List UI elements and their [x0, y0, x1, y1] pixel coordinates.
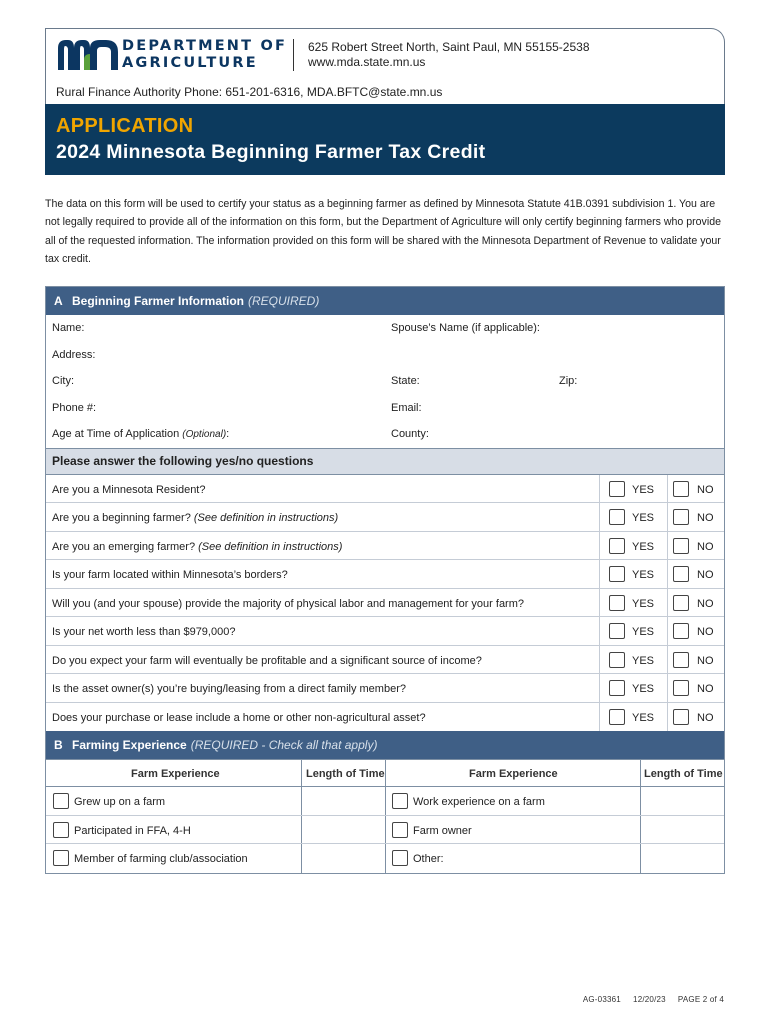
experience-row [46, 787, 724, 816]
no-label: NO [697, 626, 714, 638]
no-label: NO [697, 597, 714, 610]
address-field[interactable]: Address: [52, 348, 96, 361]
question-row [46, 532, 724, 561]
experience-checkbox[interactable] [392, 850, 408, 866]
yes-label: YES [632, 483, 655, 496]
col-farm-experience-left: Farm Experience [131, 768, 220, 780]
question-row [46, 703, 724, 732]
title-banner [45, 104, 725, 175]
grid-line [599, 560, 600, 588]
no-label: NO [697, 711, 714, 724]
yes-checkbox[interactable] [609, 680, 625, 696]
grid-line [640, 844, 641, 873]
grid-line [640, 760, 641, 786]
no-checkbox[interactable] [673, 595, 689, 611]
question-row [46, 560, 724, 589]
yes-label: YES [632, 512, 655, 524]
address-line: 625 Robert Street North, Saint Paul, MN 55155-2538 [308, 40, 590, 54]
grid-line [301, 844, 302, 873]
phone-row [46, 395, 724, 422]
grid-line [667, 503, 668, 531]
email-field[interactable]: Email: [391, 401, 422, 414]
yes-label: YES [632, 683, 655, 695]
questions-header: Please answer the following yes/no questions [46, 448, 724, 475]
question-label: Does your purchase or lease include a home or other non-agricultural asset? [52, 711, 426, 724]
form-date: 12/20/23 [633, 995, 666, 1004]
grid-line [385, 787, 386, 815]
grid-line [301, 816, 302, 844]
intro-paragraph: The data on this form will be used to certify your status as a beginning farmer as defined by Minnesota Statute 41B.0391 subdivision 1. You are not legally required to provide all of the information on this form, but the Department of Agriculture will only certify beginning farmers who provide all of the requested information. The information provided on this form will be shared with the Minnesota Department of Revenue to validate your tax credit. [45, 198, 721, 266]
section-letter: A [54, 294, 63, 308]
grid-line [667, 674, 668, 702]
experience-checkbox[interactable] [392, 822, 408, 838]
yes-checkbox[interactable] [609, 623, 625, 639]
no-checkbox[interactable] [673, 481, 689, 497]
question-row [46, 674, 724, 703]
col-length-left: Length of Time [306, 768, 385, 780]
phone-field[interactable]: Phone #: [52, 401, 97, 414]
question-row [46, 475, 724, 504]
name-row [46, 315, 724, 342]
no-label: NO [697, 569, 714, 581]
section-letter: B [54, 738, 63, 752]
age-field[interactable] [52, 428, 229, 440]
yes-label: YES [632, 540, 655, 553]
experience-checkbox[interactable] [53, 822, 69, 838]
question-label: Is your farm located within Minnesota’s borders? [52, 569, 288, 581]
experience-rows [46, 787, 724, 873]
yes-checkbox[interactable] [609, 595, 625, 611]
grid-line [599, 532, 600, 560]
question-label: Are you an emerging farmer? [52, 540, 199, 553]
question-label: Are you a beginning farmer? [52, 512, 194, 524]
question-row [46, 617, 724, 646]
yes-checkbox[interactable] [609, 652, 625, 668]
experience-grid [46, 759, 724, 873]
mn-logo [56, 37, 120, 73]
question-text [52, 512, 338, 524]
question-note: (See definition in instructions) [193, 512, 339, 524]
section-required: (REQUIRED) [248, 294, 320, 308]
yes-checkbox[interactable] [609, 509, 625, 525]
grid-line [385, 816, 386, 844]
page-title: 2024 Minnesota Beginning Farmer Tax Credit [56, 141, 486, 163]
question-row [46, 503, 724, 532]
grid-line [599, 589, 600, 617]
col-farm-experience-right: Farm Experience [469, 768, 558, 780]
col-length-right: Length of Time [644, 768, 723, 780]
grid-line [667, 703, 668, 732]
yes-label: YES [632, 597, 655, 610]
question-label: Is the asset owner(s) you’re buying/leasing from a direct family member? [52, 683, 406, 695]
experience-checkbox[interactable] [392, 793, 408, 809]
question-row [46, 589, 724, 618]
yes-label: YES [632, 626, 655, 638]
no-checkbox[interactable] [673, 566, 689, 582]
yes-checkbox[interactable] [609, 481, 625, 497]
no-label: NO [697, 540, 714, 553]
experience-row [46, 816, 724, 845]
experience-label: Other: [413, 853, 444, 865]
yes-label: YES [632, 654, 655, 667]
yes-label: YES [632, 569, 655, 581]
grid-line [599, 674, 600, 702]
grid-line [667, 617, 668, 645]
question-label: Do you expect your farm will eventually be profitable and a significant source of income? [52, 654, 482, 667]
yes-checkbox[interactable] [609, 566, 625, 582]
application-form [45, 286, 725, 874]
title-kicker: APPLICATION [56, 115, 194, 137]
no-label: NO [697, 512, 714, 524]
experience-header-row [46, 759, 724, 787]
county-field[interactable]: County: [391, 428, 429, 440]
name-field[interactable]: Name: [52, 322, 85, 334]
grid-line [667, 646, 668, 674]
org-line-1: DEPARTMENT OF [122, 38, 288, 54]
section-required: (REQUIRED - Check all that apply) [190, 738, 378, 752]
no-checkbox[interactable] [673, 538, 689, 554]
question-text [52, 683, 406, 695]
question-note: (See definition in instructions) [198, 540, 343, 553]
no-checkbox[interactable] [673, 709, 689, 725]
mn-logo-icon [56, 38, 120, 72]
grid-line [599, 475, 600, 503]
question-text [52, 569, 288, 581]
experience-label: Farm owner [413, 824, 472, 837]
question-text [52, 655, 482, 667]
header-divider [293, 39, 294, 71]
no-label: NO [697, 483, 714, 496]
question-list [46, 475, 724, 732]
question-label: Will you (and your spouse) provide the majority of physical labor and management for your farm? [52, 597, 525, 610]
section-a-header [46, 287, 724, 315]
experience-row [46, 844, 724, 873]
experience-checkbox[interactable] [53, 850, 69, 866]
yes-label: YES [632, 711, 655, 724]
page-number: PAGE 2 of 4 [677, 995, 724, 1004]
section-title: Farming Experience [72, 738, 187, 752]
form-id: AG-03361 [582, 995, 621, 1004]
section-title: Beginning Farmer Information [72, 294, 245, 308]
grid-line [640, 787, 641, 815]
grid-line [301, 787, 302, 815]
state-field[interactable]: State: [391, 375, 420, 387]
letterhead [45, 28, 725, 104]
org-name [122, 38, 287, 72]
age-optional: (Optional) [182, 429, 227, 440]
no-checkbox[interactable] [673, 680, 689, 696]
city-row [46, 368, 724, 395]
grid-line [599, 703, 600, 732]
no-checkbox[interactable] [673, 623, 689, 639]
question-row [46, 646, 724, 675]
spouse-name-field[interactable]: Spouse’s Name (if applicable): [391, 322, 540, 334]
yes-checkbox[interactable] [609, 538, 625, 554]
grid-line [667, 532, 668, 560]
section-b-header [46, 731, 724, 759]
zip-field[interactable]: Zip: [559, 375, 578, 387]
question-text [52, 484, 205, 496]
grid-line [667, 560, 668, 588]
grid-line [599, 646, 600, 674]
experience-label: Work experience on a farm [413, 796, 545, 808]
question-label: Is your net worth less than $979,000? [52, 626, 236, 638]
rfa-contact: Rural Finance Authority Phone: 651-201-6316, MDA.BFTC@state.mn.us [56, 85, 443, 99]
question-label: Are you a Minnesota Resident? [52, 483, 206, 496]
question-text [52, 598, 524, 610]
no-checkbox[interactable] [673, 652, 689, 668]
question-text [52, 626, 235, 638]
no-label: NO [697, 654, 714, 667]
grid-line [301, 760, 302, 786]
no-label: NO [697, 683, 714, 695]
grid-line [640, 816, 641, 844]
address-row [46, 342, 724, 369]
age-colon: : [226, 428, 230, 440]
question-text [52, 541, 342, 553]
page-footer [583, 995, 724, 1004]
age-row [46, 421, 724, 448]
experience-checkbox[interactable] [53, 793, 69, 809]
experience-label: Participated in FFA, 4-H [74, 824, 191, 837]
header-address [308, 40, 590, 70]
question-text [52, 712, 426, 724]
website-link[interactable]: www.mda.state.mn.us [308, 55, 426, 69]
grid-line [667, 589, 668, 617]
city-field[interactable]: City: [52, 375, 74, 387]
no-checkbox[interactable] [673, 509, 689, 525]
grid-line [667, 475, 668, 503]
org-line-2: AGRICULTURE [122, 55, 258, 71]
grid-line [599, 503, 600, 531]
grid-line [599, 617, 600, 645]
age-label: Age at Time of Application [52, 428, 180, 440]
yes-checkbox[interactable] [609, 709, 625, 725]
experience-label: Grew up on a farm [74, 796, 166, 808]
grid-line [385, 844, 386, 873]
experience-label: Member of farming club/association [74, 853, 248, 865]
grid-line [385, 760, 386, 786]
